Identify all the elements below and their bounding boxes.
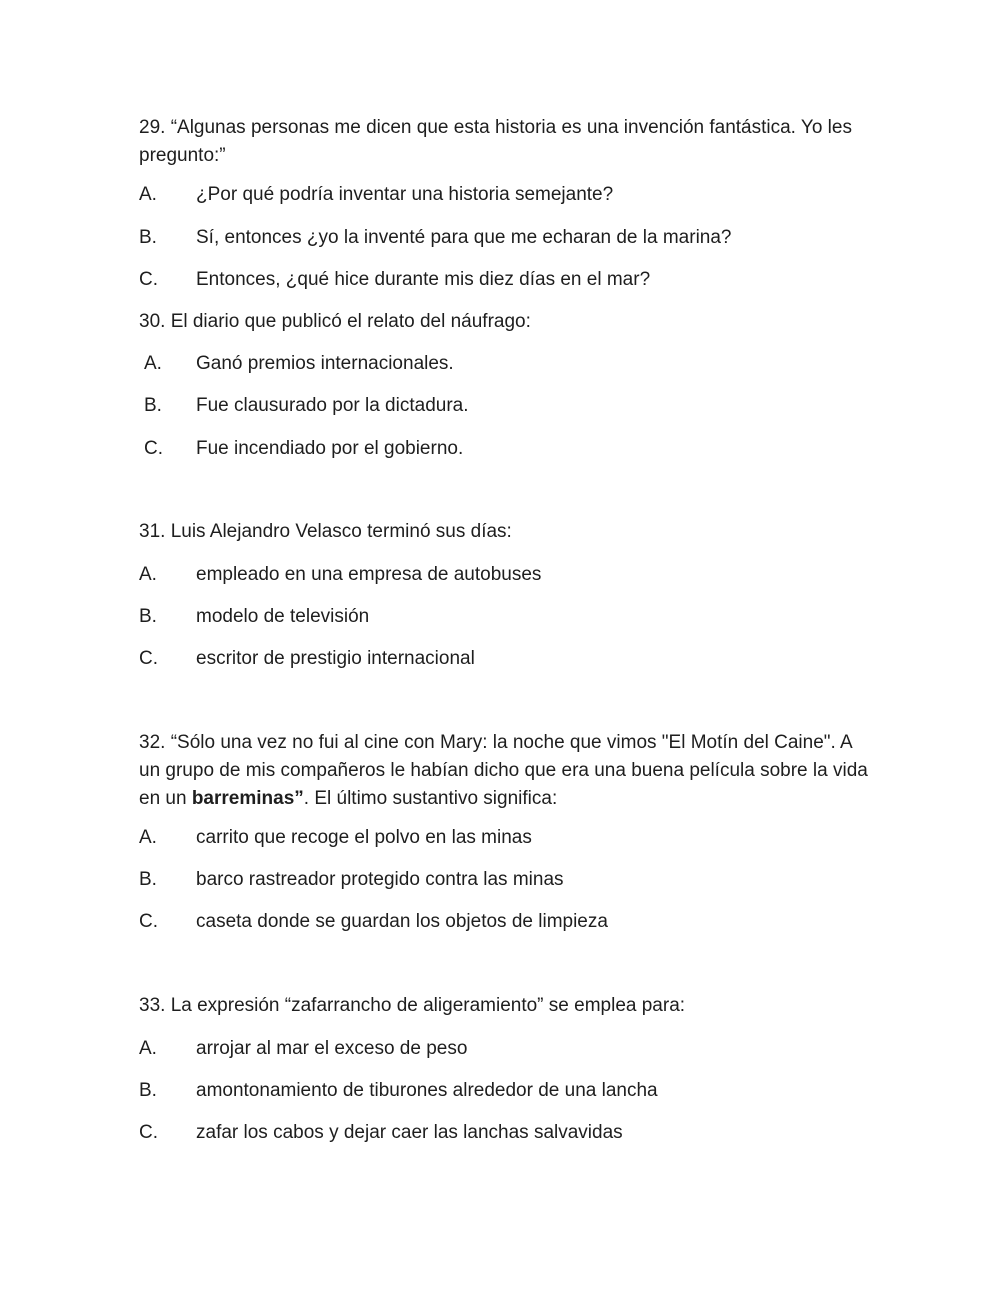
question-33-option-b[interactable]: [139, 1077, 658, 1105]
option-letter: B.: [144, 395, 162, 416]
question-30-prompt: 30. El diario que publicó el relato del náufrago:: [139, 311, 531, 332]
prompt-bold-term: barreminas”: [191, 788, 304, 809]
option-letter: A.: [139, 1038, 157, 1059]
option-letter: A.: [139, 564, 157, 585]
option-letter: B.: [139, 1080, 157, 1101]
option-text: empleado en una empresa de autobuses: [196, 564, 542, 585]
question-30-option-c[interactable]: [139, 435, 463, 463]
option-letter: C.: [139, 911, 158, 932]
option-letter: A.: [139, 184, 157, 205]
question-31-option-b[interactable]: [139, 603, 369, 631]
option-letter: C.: [139, 269, 158, 290]
option-text: Fue incendiado por el gobierno.: [196, 438, 464, 459]
question-29-option-c[interactable]: [139, 266, 650, 294]
option-text: ¿Por qué podría inventar una historia semejante?: [196, 184, 614, 205]
question-32-option-c[interactable]: [139, 908, 608, 936]
question-32-option-a[interactable]: [139, 824, 532, 852]
option-text: Ganó premios internacionales.: [196, 353, 454, 374]
question-32-prompt: [139, 729, 869, 813]
question-29-prompt: 29. “Algunas personas me dicen que esta historia es una invención fantástica. Yo les pregunto:”: [139, 117, 852, 166]
option-text: Fue clausurado por la dictadura.: [196, 395, 469, 416]
question-32-option-b[interactable]: [139, 866, 564, 894]
option-letter: A.: [144, 353, 162, 374]
option-text: barco rastreador protegido contra las minas: [196, 869, 564, 890]
option-text: arrojar al mar el exceso de peso: [196, 1038, 468, 1059]
question-33-prompt: 33. La expresión “zafarrancho de aligeramiento” se emplea para:: [139, 995, 686, 1016]
question-30-option-b[interactable]: [139, 392, 469, 420]
option-text: carrito que recoge el polvo en las minas: [196, 827, 532, 848]
prompt-text-after: . El último sustantivo significa:: [303, 788, 558, 809]
question-30-option-a[interactable]: [139, 350, 454, 378]
option-text: Sí, entonces ¿yo la inventé para que me echaran de la marina?: [196, 227, 732, 248]
option-letter: C.: [139, 1122, 158, 1143]
question-31-option-a[interactable]: [139, 561, 541, 589]
question-31-option-c[interactable]: [139, 645, 475, 673]
option-letter: B.: [139, 869, 157, 890]
option-letter: B.: [139, 227, 157, 248]
option-letter: A.: [139, 827, 157, 848]
option-text: escritor de prestigio internacional: [196, 648, 475, 669]
option-text: Entonces, ¿qué hice durante mis diez días en el mar?: [196, 269, 651, 290]
question-29-option-a[interactable]: [139, 181, 613, 209]
option-letter: C.: [144, 438, 163, 459]
option-text: caseta donde se guardan los objetos de limpieza: [196, 911, 608, 932]
prompt-text-before: 32. “Sólo una vez no fui al cine con Mary: la noche que vimos "El Motín del Caine". A un grupo de mis compañeros le habían dicho que era una buena película sobre la vida en un: [139, 732, 868, 809]
option-letter: B.: [139, 606, 157, 627]
question-33-option-a[interactable]: [139, 1035, 467, 1063]
option-text: modelo de televisión: [196, 606, 370, 627]
option-letter: C.: [139, 648, 158, 669]
question-31-prompt: 31. Luis Alejandro Velasco terminó sus días:: [139, 521, 512, 542]
question-33-option-c[interactable]: [139, 1119, 623, 1147]
option-text: amontonamiento de tiburones alrededor de una lancha: [196, 1080, 658, 1101]
option-text: zafar los cabos y dejar caer las lanchas salvavidas: [196, 1122, 623, 1143]
question-29-option-b[interactable]: [139, 224, 732, 252]
